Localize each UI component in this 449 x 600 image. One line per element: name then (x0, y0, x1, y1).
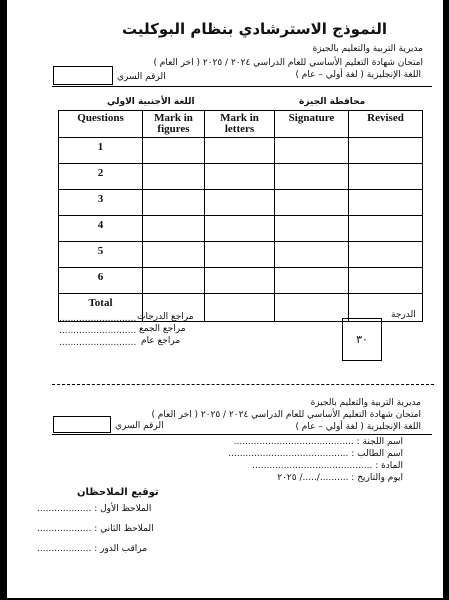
sum-reviewer-label: مراجع الجمع (139, 324, 186, 334)
col-mark-figures: Mark in figures (143, 111, 205, 138)
grades-reviewer-label: مراجع الدرجات (137, 312, 194, 322)
floor-monitor-field[interactable]: مراقب الدور : ................... (37, 544, 148, 554)
revised-cell[interactable] (349, 138, 423, 164)
col-signature: Signature (275, 111, 349, 138)
mark-letters-cell[interactable] (205, 164, 275, 190)
table-row (59, 216, 423, 242)
col-revised: Revised (349, 111, 423, 138)
col-mark-letters: Mark in letters (205, 111, 275, 138)
exam-label: امتحان شهادة التعليم الأساسي للعام الدراسي ٢٠٢٤ / ٢٠٢٥ ( اخر العام ) (153, 58, 423, 68)
mark-figures-cell[interactable] (143, 138, 205, 164)
day-date-field[interactable]: ايوم والتاريخ : ........../...../ ٢٠٢٥ (277, 473, 403, 483)
footer-subject-label: اللغة الإنجليزية ( لغة أولي – عام ) (295, 422, 421, 432)
table-header-row (59, 111, 423, 138)
mark-letters-cell[interactable] (205, 138, 275, 164)
revised-cell[interactable] (349, 190, 423, 216)
mark-figures-cell[interactable] (143, 216, 205, 242)
signature-cell[interactable] (275, 138, 349, 164)
observers-title: توقيع الملاحظان (77, 487, 159, 498)
table-row (59, 164, 423, 190)
signature-cell[interactable] (275, 190, 349, 216)
question-number: 5 (59, 242, 143, 268)
mark-figures-cell[interactable] (143, 242, 205, 268)
grades-reviewer-dots[interactable]: ........................... (59, 314, 137, 324)
revised-cell[interactable] (349, 216, 423, 242)
grade-table (58, 110, 423, 322)
footer-secret-number-label: الرقم السري (115, 421, 164, 431)
signature-cell[interactable] (275, 242, 349, 268)
directorate-label: مديرية التربية والتعليم بالجيزة (312, 44, 423, 54)
sum-reviewer-dots[interactable]: ........................... (59, 326, 137, 336)
secret-number-box[interactable] (53, 66, 113, 85)
secret-number-label: الرقم السري (117, 72, 166, 82)
mark-figures-cell[interactable] (143, 190, 205, 216)
table-row (59, 190, 423, 216)
footer-divider (52, 434, 432, 435)
col-questions: Questions (59, 111, 143, 138)
grade-box: ٣٠ (342, 318, 382, 361)
question-number: 4 (59, 216, 143, 242)
total-label: Total (59, 294, 143, 322)
table-row (59, 268, 423, 294)
question-number: 6 (59, 268, 143, 294)
mark-figures-cell[interactable] (143, 164, 205, 190)
question-number: 2 (59, 164, 143, 190)
observer1-field[interactable]: الملاحظ الأول : ................... (37, 504, 152, 514)
table-row (59, 242, 423, 268)
student-name-field[interactable]: اسم الطالب : .......................................... (228, 449, 403, 459)
committee-name-field[interactable]: اسم اللجنة : .......................................... (233, 437, 403, 447)
signature-cell[interactable] (275, 268, 349, 294)
mark-letters-cell[interactable] (205, 216, 275, 242)
cut-line (52, 384, 434, 385)
general-reviewer-dots[interactable]: ........................... (59, 338, 137, 348)
signature-cell[interactable] (275, 164, 349, 190)
footer-secret-number-box[interactable] (53, 416, 111, 433)
mark-letters-cell[interactable] (205, 242, 275, 268)
total-signature-cell[interactable] (275, 294, 349, 322)
footer-directorate-label: مديرية التربية والتعليم بالجيزة (310, 398, 421, 408)
header-divider (52, 86, 432, 87)
subject-label: اللغة الإنجليزية ( لغة أولي – عام ) (295, 70, 421, 80)
grade-label: الدرجة (391, 310, 416, 320)
foreign-language-label: اللغة الأجنبية الاولي (107, 97, 195, 107)
signature-cell[interactable] (275, 216, 349, 242)
page-title: النموذج الاسترشادي بنظام البوكليت (122, 20, 388, 38)
total-letters-cell[interactable] (205, 294, 275, 322)
governorate-label: محافظة الجيزة (299, 97, 366, 107)
exam-sheet (7, 0, 443, 598)
subject-field[interactable]: المادة : .......................................... (252, 461, 403, 471)
question-number: 3 (59, 190, 143, 216)
revised-cell[interactable] (349, 268, 423, 294)
observer2-field[interactable]: الملاحظ الثاني : ................... (37, 524, 154, 534)
mark-letters-cell[interactable] (205, 190, 275, 216)
revised-cell[interactable] (349, 242, 423, 268)
table-row (59, 138, 423, 164)
mark-letters-cell[interactable] (205, 268, 275, 294)
footer-exam-label: امتحان شهادة التعليم الأساسي للعام الدراسي ٢٠٢٤ / ٢٠٢٥ ( اخر العام ) (151, 410, 421, 420)
mark-figures-cell[interactable] (143, 268, 205, 294)
general-reviewer-label: مراجع عام (141, 336, 181, 346)
revised-cell[interactable] (349, 164, 423, 190)
question-number: 1 (59, 138, 143, 164)
